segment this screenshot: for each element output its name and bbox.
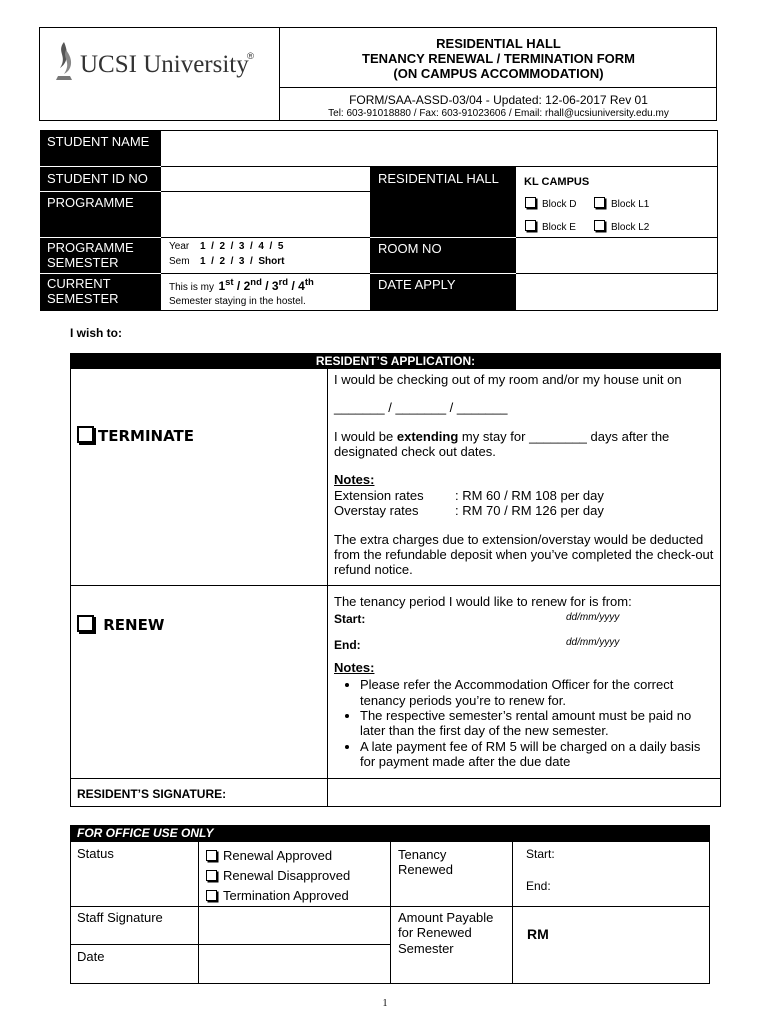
checkbox-icon[interactable] [594,220,605,231]
date-apply-field[interactable] [517,274,717,310]
renew-period-text: The tenancy period I would like to renew for is from: [334,594,632,609]
amount-payable-label: Amount Payable for Renewed Semester [398,910,494,956]
label-sep-2 [40,191,161,192]
university-logo [50,38,275,88]
programme-field[interactable] [162,192,369,236]
renew-start-date[interactable]: dd/mm/yyyy [566,612,620,623]
terminate-option[interactable]: TERMINATE [77,426,194,445]
office-col-3 [512,842,513,984]
label-sep-4 [40,273,161,274]
list-item: • The respective semester’s rental amount must be paid no later than the first day of the new semester. [360,708,719,739]
staff-signature-field[interactable] [199,907,389,943]
semester-ordinal[interactable]: This is my 1st / 2nd / 3rd / 4th [169,277,314,293]
checkbox-icon[interactable] [206,890,217,901]
renew-notes: Notes: • Please refer the Accommodation Officer for the correct tenancy periods you’re to renew for. • The respective semester’s rental amount must be paid no later than the first day of the new semester. • A late payment fee of RM 5 will be charged on a daily basis for payment made after the due date [334,660,719,769]
student-name-label: STUDENT NAME [47,134,150,149]
status-termination-approved[interactable]: Termination Approved [206,888,349,903]
date-apply-label: DATE APPLY [378,277,456,292]
office-row-1 [70,906,710,907]
campus-label: KL CAMPUS [524,176,590,188]
label-sep-6 [370,273,516,274]
title-line-3: (ON CAMPUS ACCOMMODATION) [393,66,604,81]
contact-info: Tel: 603-91018880 / Fax: 603-91023606 / Email: rhall@ucsiuniversity.edu.my [328,108,669,119]
office-use-header: FOR OFFICE USE ONLY [70,825,710,842]
list-item: • A late payment fee of RM 5 will be charged on a daily basis for payment made after the due date [360,739,719,770]
date-field[interactable] [199,945,389,983]
renew-end-label: End: [334,638,361,652]
renew-option[interactable]: RENEW [77,615,164,634]
title-line-2: TENANCY RENEWAL / TERMINATION FORM [362,51,635,66]
renew-end-date[interactable]: dd/mm/yyyy [566,637,620,648]
status-label: Status [77,846,114,861]
year-options[interactable]: 1 / 2 / 3 / 4 / 5 [200,241,284,252]
programme-semester-label: PROGRAMME SEMESTER [47,240,134,271]
checkout-date-blank[interactable]: _______ / _______ / _______ [334,400,508,416]
terminate-renew-line [70,585,721,586]
sem-label: Sem [169,256,190,267]
status-renewal-disapproved[interactable]: Renewal Disapproved [206,868,350,883]
staff-signature-label: Staff Signature [77,910,163,925]
checkbox-icon[interactable] [206,850,217,861]
block-d-option[interactable]: Block D [525,197,576,210]
logo-registered: ® [247,51,254,62]
checkbox-icon[interactable] [206,870,217,881]
checkbox-icon[interactable] [525,197,536,208]
renew-start-label: Start: [334,612,366,626]
block-l1-option[interactable]: Block L1 [594,197,649,210]
checkbox-icon[interactable] [77,426,94,443]
semester-staying-text: Semester staying in the hostel. [169,296,306,307]
year-label: Year [169,241,190,252]
room-no-label: ROOM NO [378,241,442,256]
form-code: FORM/SAA-ASSD-03/04 - Updated: 12-06-2017 Rev 01 [349,93,648,107]
label-sep-3 [40,237,161,238]
resident-signature-field[interactable] [328,779,720,806]
wish-label: I wish to: [70,326,122,340]
residential-hall-label: RESIDENTIAL HALL [378,171,499,186]
block-l2-option[interactable]: Block L2 [594,220,649,233]
sem-options[interactable]: 1 / 2 / 3 / Short [200,256,285,267]
tenancy-end-label[interactable]: End: [526,879,551,893]
application-divider [327,369,328,807]
title-line-1: RESIDENTIAL HALL [436,36,561,51]
header-hline [279,87,717,88]
label-sep-1 [40,166,161,167]
rm-label[interactable]: RM [527,926,549,942]
current-semester-label: CURRENT SEMESTER [47,276,119,307]
checkbox-icon[interactable] [525,220,536,231]
logo-text: UCSI University [80,51,249,78]
room-no-field[interactable] [517,238,717,272]
student-id-field[interactable] [162,167,369,190]
date-label: Date [77,949,105,964]
label-sep-5 [370,237,516,238]
checkbox-icon[interactable] [77,615,94,632]
terminate-text: I would be checking out of my room and/or my house unit on _______ / _______ / _______ I would be extending my stay for ________ days after the designated check out dates. Notes: Extension rates : RM 60 / RM 108 per day Overstay rates : RM 70 / RM 126 per day The extra charges due to extension/overstay would be deducted from the refundable deposit when you’ve completed the check-out refund notice. [334,372,714,578]
student-id-label: STUDENT ID NO [47,171,148,186]
block-e-option[interactable]: Block E [525,220,576,233]
tenancy-start-label[interactable]: Start: [526,847,555,861]
list-item: • Please refer the Accommodation Officer for the correct tenancy periods you’re to renew for. [360,677,719,708]
student-name-field[interactable] [162,131,717,165]
programme-label: PROGRAMME [47,195,134,210]
application-header: RESIDENT’S APPLICATION: [70,353,721,369]
form-title [280,36,717,81]
resident-signature-label: RESIDENT’S SIGNATURE: [77,787,227,801]
status-renewal-approved[interactable]: Renewal Approved [206,848,332,863]
checkbox-icon[interactable] [594,197,605,208]
tenancy-renewed-label: Tenancy Renewed [398,847,453,878]
flame-logo-icon [52,40,76,84]
page-number: 1 [382,998,388,1009]
office-col-2 [390,842,391,984]
